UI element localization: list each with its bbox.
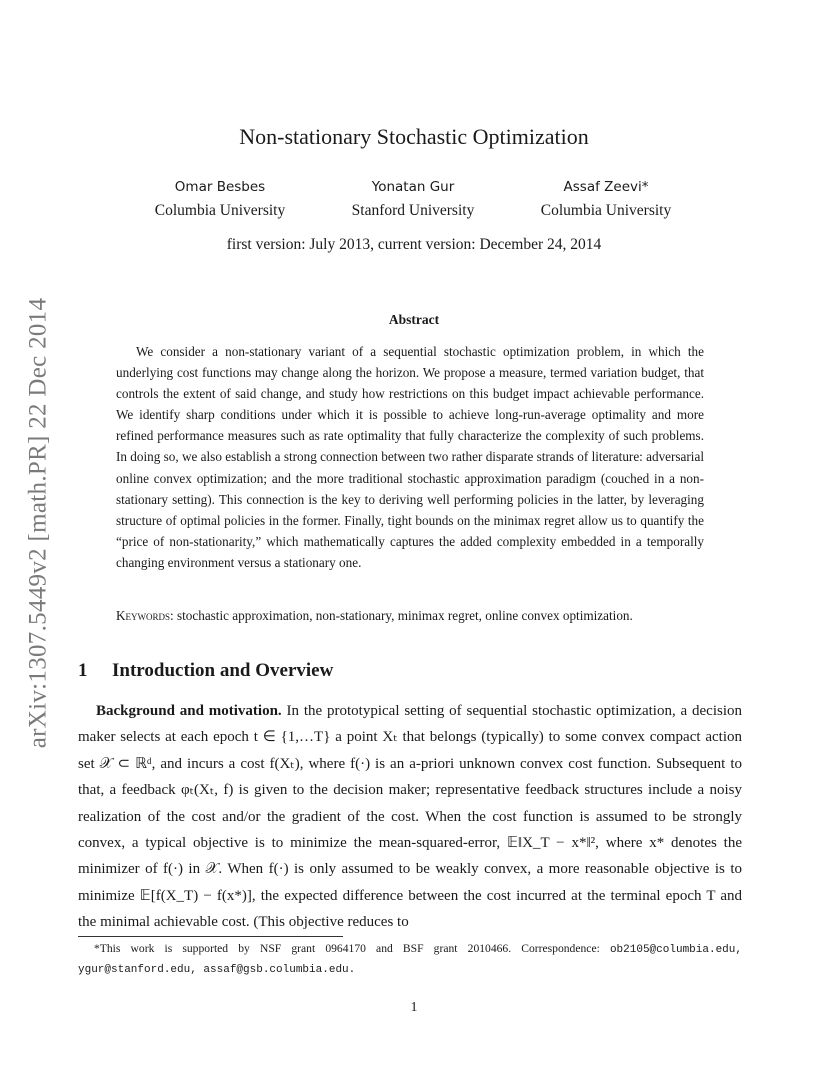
author-affiliation: Columbia University xyxy=(540,202,672,219)
author-block xyxy=(130,176,696,224)
author-affiliation: Stanford University xyxy=(351,202,475,219)
author-2 xyxy=(323,176,503,224)
paragraph-lead: Background and motivation. xyxy=(96,703,282,719)
author-3 xyxy=(516,176,696,224)
keywords-text: stochastic approximation, non-stationary, minimax regret, online convex optimization. xyxy=(176,608,633,623)
arxiv-identifier-stamp xyxy=(18,275,58,770)
paper-title: Non-stationary Stochastic Optimization xyxy=(239,124,589,149)
keywords-line xyxy=(116,606,716,626)
intro-text: In the prototypical setting of sequential stochastic optimization, a decision maker selects at each epoch t ∈ {1,…T} a point Xₜ that belongs (typically) to some convex compact action set 𝒳 ⊂ ℝᵈ, and incurs a cost f(Xₜ), where f(·) is an a-priori unknown convex cost function. Subsequent to that, a feedback φₜ(Xₜ, f) is given to the decision maker; representative feedback structures include a noisy realization of the cost and/or the gradient of the cost. When the cost function is assumed to be strongly convex, a typical objective is to minimize the mean-squared-error, 𝔼‖X_T − x*‖², where x* denotes the minimizer of f(·) in 𝒳. When f(·) is only assumed to be weakly convex, a more reasonable objective is to minimize 𝔼[f(X_T) − f(x*)], the expected difference between the cost incurred at the terminal epoch T and the minimal achievable cost. (This objective reduces to xyxy=(78,703,743,931)
footnote-emails: ob2105@columbia.edu, ygur@stanford.edu, assaf@gsb.columbia.edu. xyxy=(78,944,742,976)
abstract-text: We consider a non-stationary variant of a sequential stochastic optimization problem, in which the underlying cost functions may change along the horizon. We propose a measure, termed variation budget, that controls the extent of said change, and study how restrictions on this budget impact achievable performance. We identify sharp conditions under which it is possible to achieve long-run-average optimality and more refined performance measures such as rate optimality that fully characterize the complexity of such problems. In doing so, we also establish a strong connection between two rather disparate strands of literature: adversarial online convex optimization; and the more traditional stochastic approximation paradigm (couched in a non-stationary setting). This connection is the key to deriving well performing policies in the latter, by leveraging structure of optimal policies in the former. Finally, tight bounds on the minimax regret allow us to quantify the “price of non-stationarity,” which mathematically captures the added complexity embedded in a temporally changing environment versus a stationary one. xyxy=(116,344,704,570)
section-number: 1 xyxy=(78,660,88,681)
footnote xyxy=(78,940,742,979)
author-affiliation: Columbia University xyxy=(154,202,286,219)
version-dates: first version: July 2013, current version: December 24, 2014 xyxy=(226,236,602,253)
abstract-heading: Abstract xyxy=(388,312,440,327)
author-name: Assaf Zeevi* xyxy=(563,179,649,195)
section-heading xyxy=(78,660,333,682)
author-name: Omar Besbes xyxy=(174,179,266,195)
author-1 xyxy=(130,176,310,224)
footnote-rule xyxy=(78,936,343,937)
keywords-label: Keywords: xyxy=(116,608,174,623)
footnote-text: *This work is supported by NSF grant 0964170 and BSF grant 2010466. Correspondence: xyxy=(94,942,600,955)
section-title: Introduction and Overview xyxy=(112,660,334,681)
page-number: 1 xyxy=(410,1000,418,1015)
author-name: Yonatan Gur xyxy=(371,179,455,195)
arxiv-identifier-text: arXiv:1307.5449v2 [math.PR] 22 Dec 2014 xyxy=(24,297,51,748)
intro-paragraph xyxy=(78,698,742,936)
